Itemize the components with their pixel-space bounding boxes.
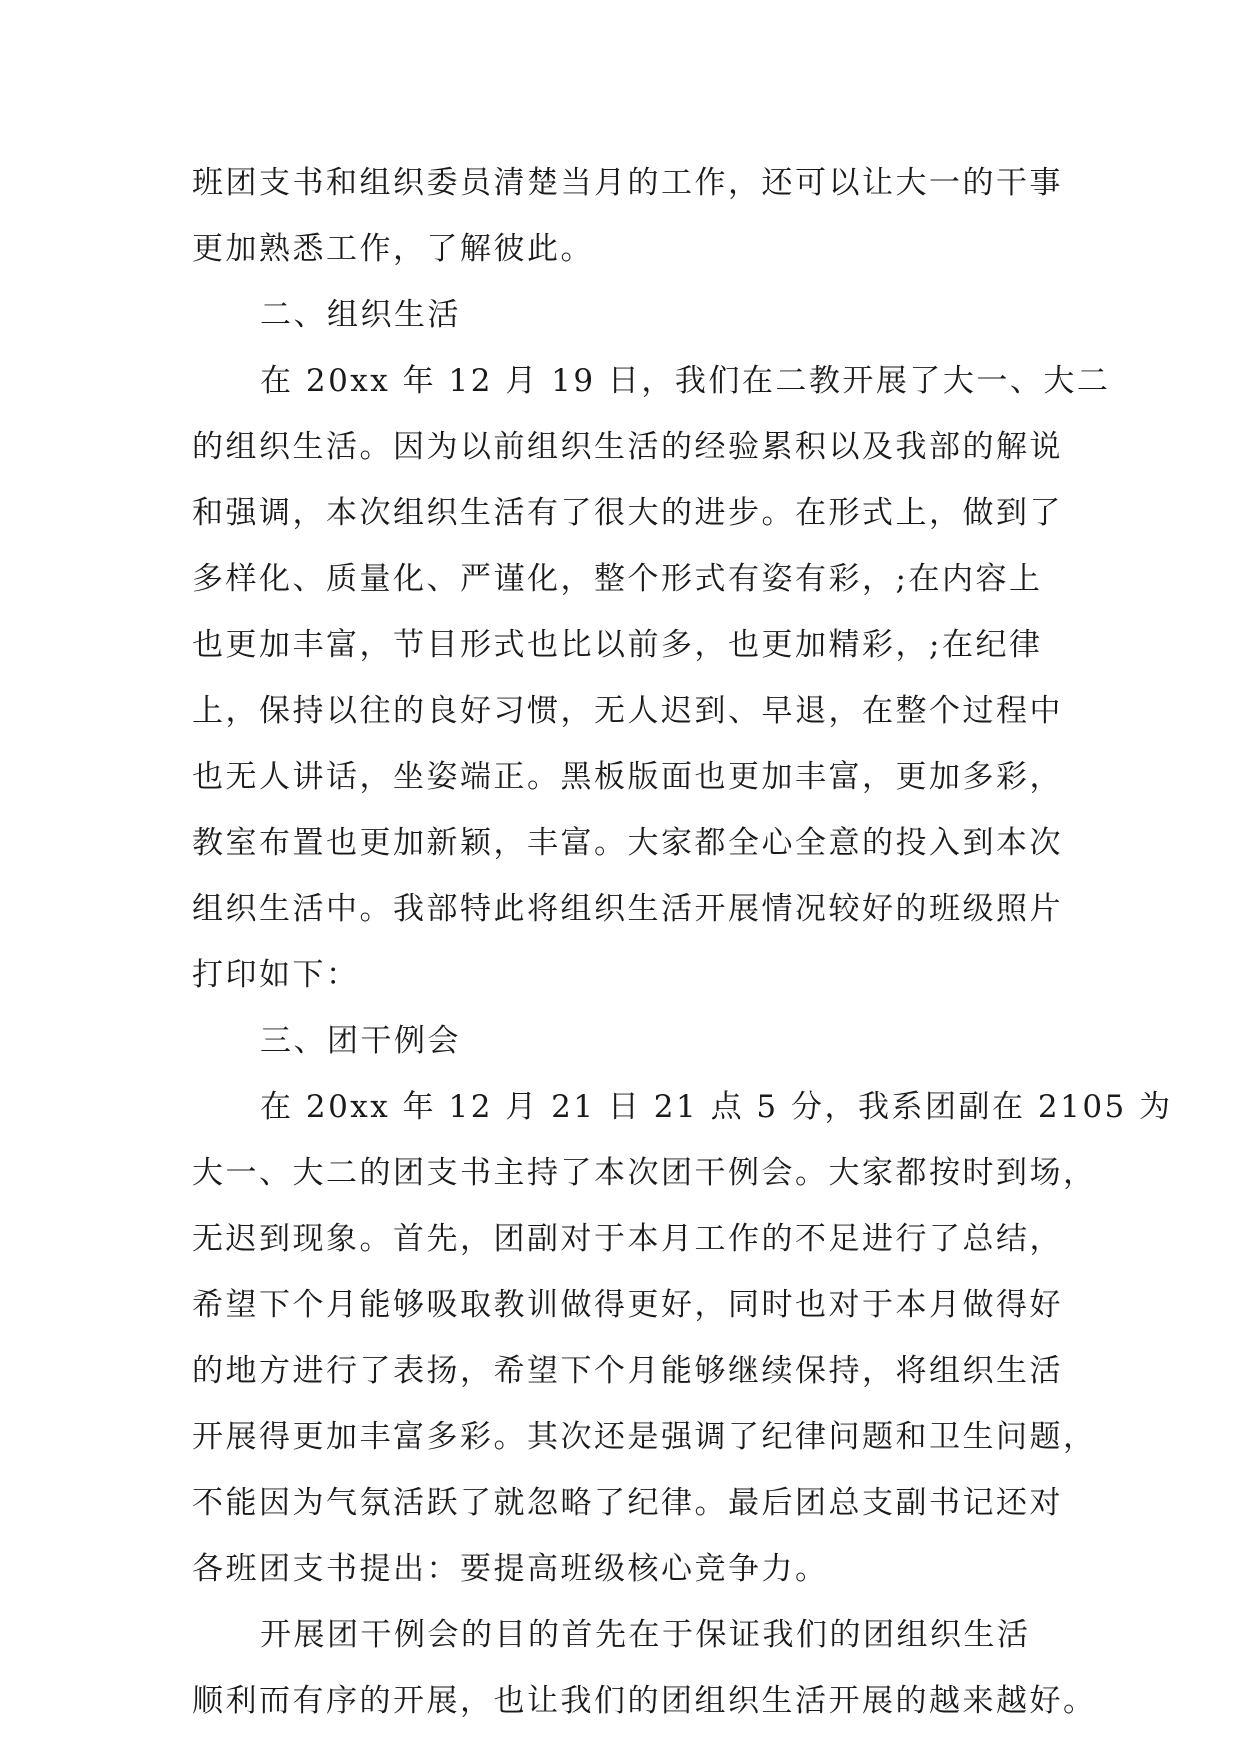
text-line-24: 顺利而有序的开展，也让我们的团组织生活开展的越来越好。 xyxy=(192,1683,1097,1719)
text-line-15: 在 20xx 年 12 月 21 日 21 点 5 分，我系团副在 2105 为 xyxy=(260,1089,1173,1125)
text-line-12: 组织生活中。我部特此将组织生活开展情况较好的班级照片 xyxy=(192,891,1063,927)
text-line-18: 希望下个月能够吸取教训做得更好，同时也对于本月做得好 xyxy=(192,1287,1063,1323)
text-line-2: 更加熟悉工作，了解彼此。 xyxy=(192,231,594,267)
section-heading-cadre-meeting: 三、团干例会 xyxy=(260,1023,461,1059)
text-line-9: 上，保持以往的良好习惯，无人迟到、早退，在整个过程中 xyxy=(192,693,1063,729)
document-page xyxy=(192,150,1173,1734)
text-line-1: 班团支书和组织委员清楚当月的工作，还可以让大一的干事 xyxy=(192,165,1063,201)
text-line-10: 也无人讲话，坐姿端正。黑板版面也更加丰富，更加多彩， xyxy=(192,759,1063,795)
text-line-13: 打印如下： xyxy=(192,957,360,993)
text-line-22: 各班团支书提出：要提高班级核心竞争力。 xyxy=(192,1551,829,1587)
text-line-6: 和强调，本次组织生活有了很大的进步。在形式上，做到了 xyxy=(192,495,1063,531)
section-heading-organization-life: 二、组织生活 xyxy=(260,297,461,333)
text-line-19: 的地方进行了表扬，希望下个月能够继续保持，将组织生活 xyxy=(192,1353,1063,1389)
text-line-11: 教室布置也更加新颖，丰富。大家都全心全意的投入到本次 xyxy=(192,825,1063,861)
text-line-17: 无迟到现象。首先，团副对于本月工作的不足进行了总结， xyxy=(192,1221,1063,1257)
text-line-4: 在 20xx 年 12 月 19 日，我们在二教开展了大一、大二 xyxy=(260,363,1111,399)
text-line-21: 不能因为气氛活跃了就忽略了纪律。最后团总支副书记还对 xyxy=(192,1485,1063,1521)
text-line-8: 也更加丰富，节目形式也比以前多，也更加精彩，;在纪律 xyxy=(192,627,1043,663)
text-line-23: 开展团干例会的目的首先在于保证我们的团组织生活 xyxy=(260,1617,1031,1653)
text-line-5: 的组织生活。因为以前组织生活的经验累积以及我部的解说 xyxy=(192,429,1063,465)
text-line-16: 大一、大二的团支书主持了本次团干例会。大家都按时到场， xyxy=(192,1155,1097,1191)
text-line-20: 开展得更加丰富多彩。其次还是强调了纪律问题和卫生问题， xyxy=(192,1419,1097,1455)
text-line-7: 多样化、质量化、严谨化，整个形式有姿有彩，;在内容上 xyxy=(192,561,1043,597)
